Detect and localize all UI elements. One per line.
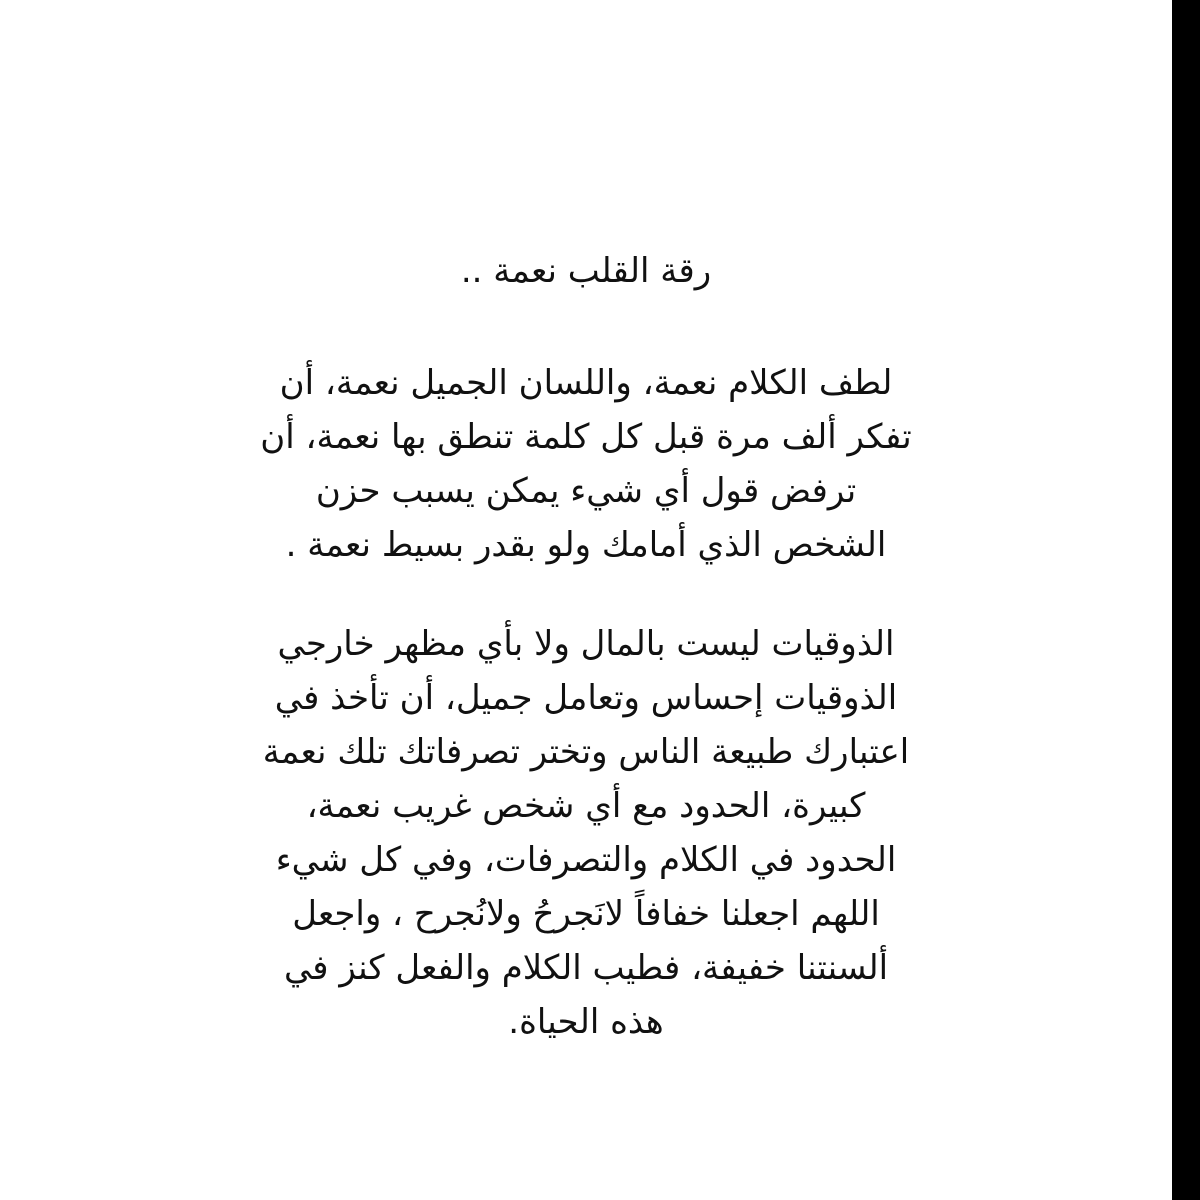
paragraph-1-line-4: الشخص الذي أمامك ولو بقدر بسيط نعمة . — [285, 525, 887, 565]
paragraph-2-line-6: اللهم اجعلنا خفافاً لانَجرحُ ولانُجرح ، واجعل — [292, 894, 880, 934]
paragraph-2-line-1: الذوقيات ليست بالمال ولا بأي مظهر خارجي — [277, 624, 895, 664]
paragraph-1-line-2: تفكر ألف مرة قبل كل كلمة تنطق بها نعمة، أن — [260, 417, 912, 457]
paragraph-2 — [0, 617, 1172, 1049]
paragraph-2-line-3: اعتبارك طبيعة الناس وتختر تصرفاتك تلك نعمة — [262, 732, 910, 772]
paragraph-1-line-3: ترفض قول أي شيء يمكن يسبب حزن — [315, 471, 857, 511]
title-line: رقة القلب نعمة .. — [460, 251, 712, 291]
right-edge-strip — [1172, 0, 1200, 1200]
paragraph-2-line-4: كبيرة، الحدود مع أي شخص غريب نعمة، — [306, 786, 866, 826]
paragraph-2-line-5: الحدود في الكلام والتصرفات، وفي كل شيء — [275, 840, 897, 880]
document-title — [0, 242, 1172, 300]
paragraph-2-line-8: هذه الحياة. — [508, 1002, 664, 1042]
paragraph-1 — [0, 356, 1172, 572]
paragraph-1-line-1: لطف الكلام نعمة، واللسان الجميل نعمة، أن — [279, 363, 893, 403]
paragraph-2-line-2: الذوقيات إحساس وتعامل جميل، أن تأخذ في — [274, 678, 898, 718]
paragraph-2-line-7: ألسنتنا خفيفة، فطيب الكلام والفعل كنز في — [283, 948, 889, 988]
